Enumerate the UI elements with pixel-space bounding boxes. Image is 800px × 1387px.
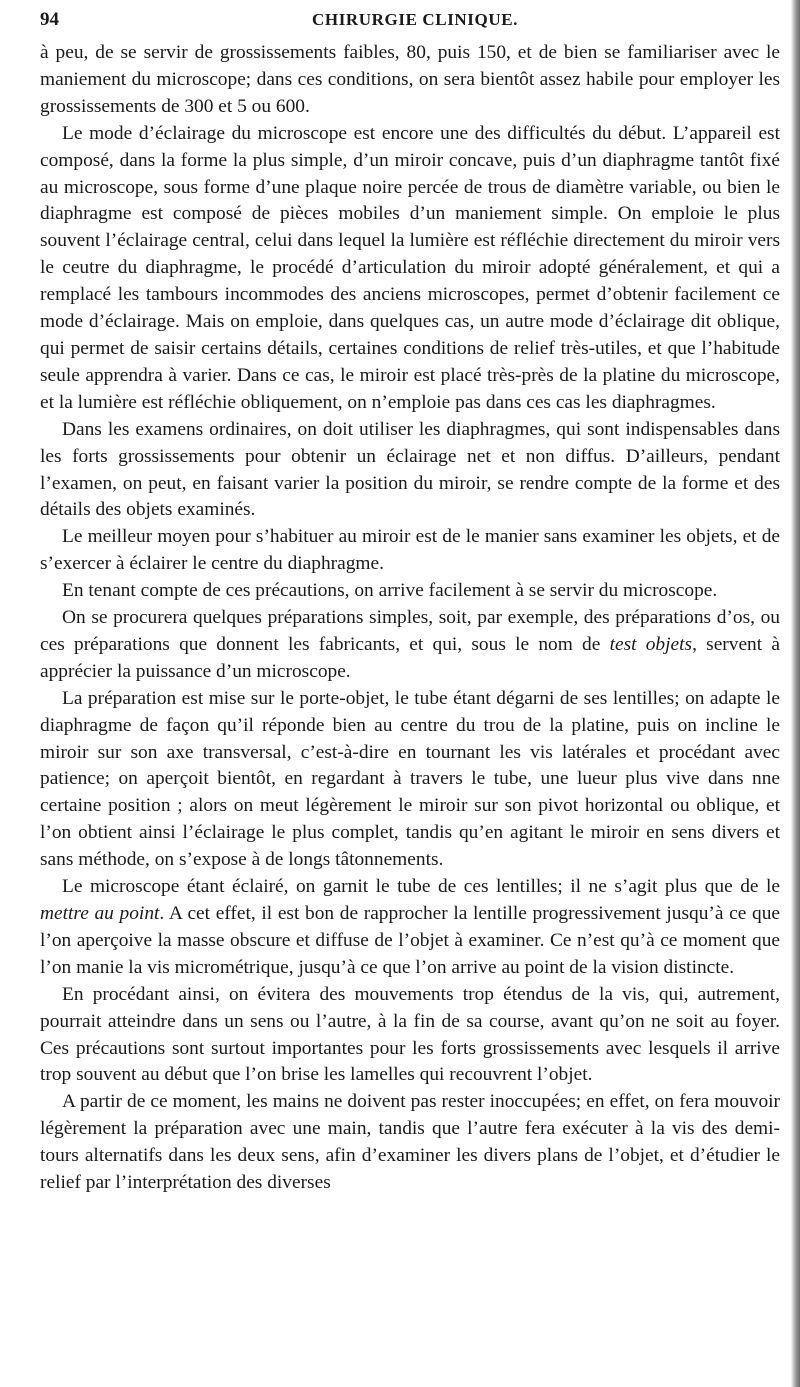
- body-text: [40, 40, 780, 1197]
- text-span: On se procurera quelques préparations simples, soit, par exemple, des préparations d’os, ou ces préparations que donnent les fabricants, et qui, sous le nom de: [40, 607, 780, 655]
- paragraph-5: [40, 578, 780, 605]
- paragraph-8: [40, 874, 780, 982]
- paragraph-9: [40, 982, 780, 1090]
- text-span: Le microscope étant éclairé, on garnit le tube de ces lentilles; il ne s’agit plus que de le: [62, 876, 780, 898]
- text-span: En procédant ainsi, on évitera des mouvements trop étendus de la vis, qui, autrement, pourrait atteindre dans un sens ou l’autre, à la fin de sa course, avant qu’on ne soit au foyer. Ces précautions sont surtout importantes pour les forts grossissements avec lesquels il arrive trop souvent au début que l’on brise les lamelles qui recouvrent l’objet.: [40, 983, 780, 1086]
- paragraph-10: [40, 1089, 780, 1197]
- paragraph-3: [40, 417, 780, 525]
- text-span: , servent à apprécier la puissance d’un microscope.: [40, 633, 780, 682]
- paragraph-6: [40, 605, 780, 686]
- italic-term-test-objets: test objets: [609, 633, 693, 655]
- paragraph-2: [40, 121, 780, 417]
- text-span: En tenant compte de ces précautions, on arrive facilement à se servir du microscope.: [62, 580, 718, 602]
- paragraph-7: [40, 686, 780, 874]
- page-header: [40, 6, 780, 34]
- running-head: CHIRURGIE CLINIQUE.: [312, 10, 518, 29]
- text-span: A partir de ce moment, les mains ne doivent pas rester inoccupées; en effet, on fera mouvoir légèrement la préparation avec une main, tandis que l’autre fera exécuter à la vis des demi-tours alternatifs dans les deux sens, afin d’examiner les divers plans de l’objet, et d’étudier le relief par l’interprétation des diverses: [40, 1091, 780, 1194]
- paragraph-1: [40, 40, 780, 121]
- text-span: Le mode d’éclairage du microscope est encore une des difficultés du début. L’appareil est composé, dans la forme la plus simple, d’un miroir concave, puis d’un diaphragme tantôt fixé au microscope, sous forme d’une plaque noire percée de trous de diamètre variable, ou bien le diaphragme est composé de pièces mobiles d’un maniement simple. On emploie le plus souvent l’éclairage central, celui dans lequel la lumière est réfléchie directement du miroir vers le ceutre du diaphragme, le procédé d’articulation du miroir adopté généralement, et qui a remplacé les tambours incommodes des anciens microscopes, permet d’obtenir facilement ce mode d’éclairage. Mais on emploie, dans quelques cas, un autre mode d’éclairage dit oblique, qui permet de saisir certains détails, certaines conditions de relief très-utiles, et que l’habitude seule apprendra à varier. Dans ce cas, le miroir est placé très-près de la platine du microscope, et la lumière est réfléchie obliquement, on n’emploie pas dans ces cas les diaphragmes.: [40, 122, 780, 413]
- page-number: 94: [40, 9, 59, 30]
- text-span: La préparation est mise sur le porte-objet, le tube étant dégarni de ses lentilles; on adapte le diaphragme de façon qu’il réponde bien au centre du trou de la platine, puis on incline le miroir sur son axe transversal, c’est-à-dire en tournant les vis latérales et procédant avec patience; on aperçoit bientôt, en regardant à travers le tube, une lueur plus vive dans nne certaine position ; alors on meut légèrement le miroir sur son pivot horizontal ou oblique, et l’on obtient ainsi l’éclairage le plus complet, tandis qu’en agitant le miroir en sens divers et sans méthode, on s’expose à de longs tâtonnements.: [40, 687, 780, 871]
- text-span: . A cet effet, il est bon de rapprocher la lentille progressivement jusqu’à ce que l’on aperçoive la masse obscure et diffuse de l’objet à examiner. Ce n’est qu’à ce moment que l’on manie la vis micrométrique, jusqu’à ce que l’on arrive au point de la vision distincte.: [40, 903, 780, 978]
- text-span: Le meilleur moyen pour s’habituer au miroir est de le manier sans examiner les objets, et de s’exercer à éclairer le centre du diaphragme.: [40, 526, 780, 575]
- scan-edge-shadow: [791, 0, 800, 1387]
- paragraph-4: [40, 524, 780, 578]
- text-span: Dans les examens ordinaires, on doit utiliser les diaphragmes, qui sont indispensables dans les forts grossissements pour obtenir un éclairage net et non diffus. D’ailleurs, pendant l’examen, on peut, en faisant varier la position du miroir, se rendre compte de la forme et des détails des objets examinés.: [40, 418, 780, 521]
- text-span: à peu, de se servir de grossissements faibles, 80, puis 150, et de bien se familiariser avec le maniement du microscope; dans ces conditions, on sera bientôt assez habile pour employer les grossissements de 300 et 5 ou 600.: [40, 42, 780, 117]
- italic-term-mettre-au-point: mettre au point: [40, 903, 160, 924]
